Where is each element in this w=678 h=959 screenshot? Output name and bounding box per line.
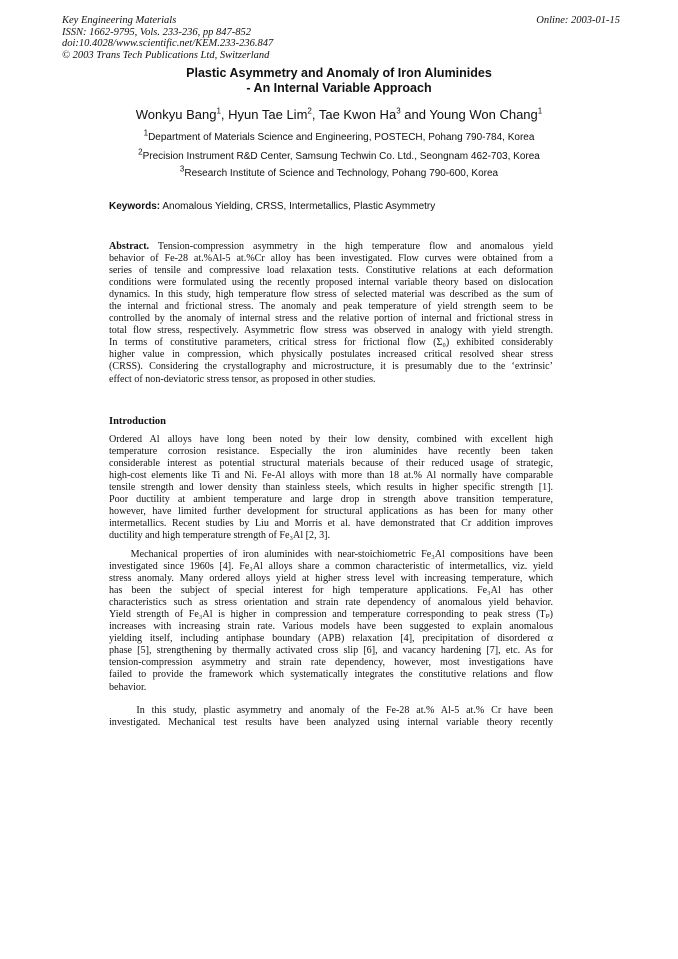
issn-line: ISSN: 1662-9795, Vols. 233-236, pp 847-852 [62, 26, 251, 38]
affiliation-text: Department of Materials Science and Engineering, POSTECH, Pohang 790-784, Korea [148, 132, 535, 143]
abstract-line: total flow stress, respectively. Asymmetric flow stress was observed in analogy with yield strength. [109, 325, 553, 337]
author-name: Wonkyu Bang [135, 107, 217, 122]
text-line: temperature corrosion resistance. Especially the iron aluminides have recently been taken [109, 446, 553, 458]
abstract-line: controlled by the anomaly of internal stress and the relative portion of internal and frictional stress in [109, 313, 553, 325]
text-line: high-cost elements like Ti and Ni. Fe-Al alloys with more than 18 at.% Al normally have comparable [109, 470, 553, 482]
author-affiliation-mark: 1 [216, 106, 221, 116]
affiliation-mark: 1 [143, 128, 149, 138]
affiliation-mark: 2 [138, 147, 143, 157]
abstract-label: Abstract. [109, 241, 150, 252]
text-line: tensile strength and lower density than stainless steels, which results in higher specific strength [1]. [109, 482, 553, 494]
abstract-line: In terms of constitutive parameters, critical stress for frictional flow (Σ₀) exhibited considerably [109, 337, 553, 349]
text-line: intermetallics. Recent studies by Liu and Morris et al. have demonstrated that Cr addition improves [109, 518, 553, 530]
intro-paragraph-1 [109, 434, 553, 542]
author-list [0, 107, 678, 122]
abstract-line: behavior of Fe-28 at.%Al-5 at.%Cr alloy has been investigated. Flow curves were obtained from a [109, 253, 553, 265]
affiliation-text: Research Institute of Science and Technology, Pohang 790-600, Korea [184, 168, 499, 179]
abstract-line: (CRSS). Considering the crystallography and microstructure, it is presumably due to the ‘extrinsic’ [109, 361, 553, 373]
author-name: Young Won Chang [429, 107, 538, 122]
keywords-label: Keywords: [109, 201, 161, 212]
author-separator: , [220, 107, 229, 122]
text-line: investigated since 1960s [4]. Fe₃Al alloys share a common characteristic of intermetallics, viz. yield [109, 561, 553, 573]
doi-line[interactable]: doi:10.4028/www.scientific.net/KEM.233-236.847 [62, 38, 274, 49]
abstract [109, 241, 553, 386]
author-separator: and [400, 107, 430, 122]
affiliation-mark: 3 [179, 164, 185, 174]
author-separator: , [311, 107, 319, 122]
intro-paragraph-3 [109, 705, 553, 729]
affiliation-2 [0, 147, 678, 162]
text-line: Yield strength of Fe₃Al is higher in compression and temperature corresponding to peak stress (Tₚ) [109, 609, 553, 621]
text-line: yielding itself, including antiphase boundary (APB) relaxation [4], precipitation of disordered α [109, 633, 553, 645]
text-line: Ordered Al alloys have long been noted by their low density, combined with excellent high [109, 434, 553, 445]
text-line: increases with increasing strain rate. Various models have been suggested to explain anomalous [109, 621, 553, 633]
keywords [109, 201, 435, 212]
affiliation-3 [0, 164, 678, 179]
text-line: investigated. Mechanical test results have been analyzed using internal variable theory recently [109, 717, 553, 729]
author-affiliation-mark: 3 [396, 106, 401, 116]
affiliation-text: Precision Instrument R&D Center, Samsung Techwin Co. Ltd., Seongnam 462-703, Korea [142, 151, 540, 162]
abstract-line: effect of non-deviatoric stress tensor, as proposed in other studies. [109, 373, 376, 385]
abstract-line-text: Tension-compression asymmetry in the high temperature flow and anomalous yield [157, 241, 553, 252]
text-line: tension-compression asymmetry and strain rate dependency, however, most investigations have [109, 657, 553, 669]
author-affiliation-mark: 2 [307, 106, 312, 116]
text-line: however, have limited further development for structural applications as has been for many other [109, 506, 553, 518]
abstract-line: conditions were formulated using the recently proposed internal variable theory based on dislocation [109, 277, 553, 289]
text-line: characteristics such as stress orientation and strain rate dependency of anomalous yield behavior. [109, 597, 553, 609]
affiliation-1 [0, 128, 678, 143]
abstract-line: the internal and frictional stress. The anomaly and peak temperature of yield strength seem to be [109, 301, 553, 313]
journal-name: Key Engineering Materials [62, 15, 177, 26]
text-line: Mechanical properties of iron aluminides with near-stoichiometric Fe₃Al compositions have been [109, 549, 553, 560]
text-line: stress anomaly. Many ordered alloys yield at higher stress level with increasing temperature, which [109, 573, 553, 585]
intro-paragraph-2 [109, 549, 553, 694]
online-date: Online: 2003-01-15 [536, 15, 620, 26]
text-line: Poor ductility at ambient temperature and large drop in strength above transition temperature, [109, 494, 553, 506]
paper-subtitle: - An Internal Variable Approach [246, 81, 432, 95]
keywords-text: Anomalous Yielding, CRSS, Intermetallics, Plastic Asymmetry [162, 201, 436, 212]
text-line: ductility and high temperature strength of Fe₃Al [2, 3]. [109, 530, 331, 542]
text-line: failed to provide the framework which systematically integrates the constitutive relations and flow [109, 669, 553, 681]
paper-title: Plastic Asymmetry and Anomaly of Iron Aluminides [186, 66, 492, 80]
section-heading-introduction: Introduction [109, 416, 166, 427]
copyright-line: © 2003 Trans Tech Publications Ltd, Switzerland [62, 49, 270, 61]
abstract-line [109, 241, 553, 253]
abstract-line: series of tensile and compressive load relaxation tests. Constitutive relations at each deformation [109, 265, 553, 277]
text-line: has been the subject of special interest for high temperature applications. Fe₃Al has other [109, 585, 553, 597]
author-affiliation-mark: 1 [537, 106, 543, 116]
text-line: considerable interest as potential structural materials because of their reduced usage of strategic, [109, 458, 553, 470]
text-line: behavior. [109, 681, 147, 693]
author-name: Hyun Tae Lim [228, 107, 308, 122]
abstract-line: dynamics. In this study, high temperature flow stress of selected material was described as the sum of [109, 289, 553, 301]
text-line: phase [5], strengthening by thermally activated cross slip [6], and vacancy hardening [7], etc. As for [109, 645, 553, 657]
text-line: In this study, plastic asymmetry and anomaly of the Fe-28 at.% Al-5 at.% Cr have been [109, 705, 553, 716]
abstract-line: higher value in compression, which physically postulates increased critical resolved shear stress [109, 349, 553, 361]
author-name: Tae Kwon Ha [318, 107, 397, 122]
